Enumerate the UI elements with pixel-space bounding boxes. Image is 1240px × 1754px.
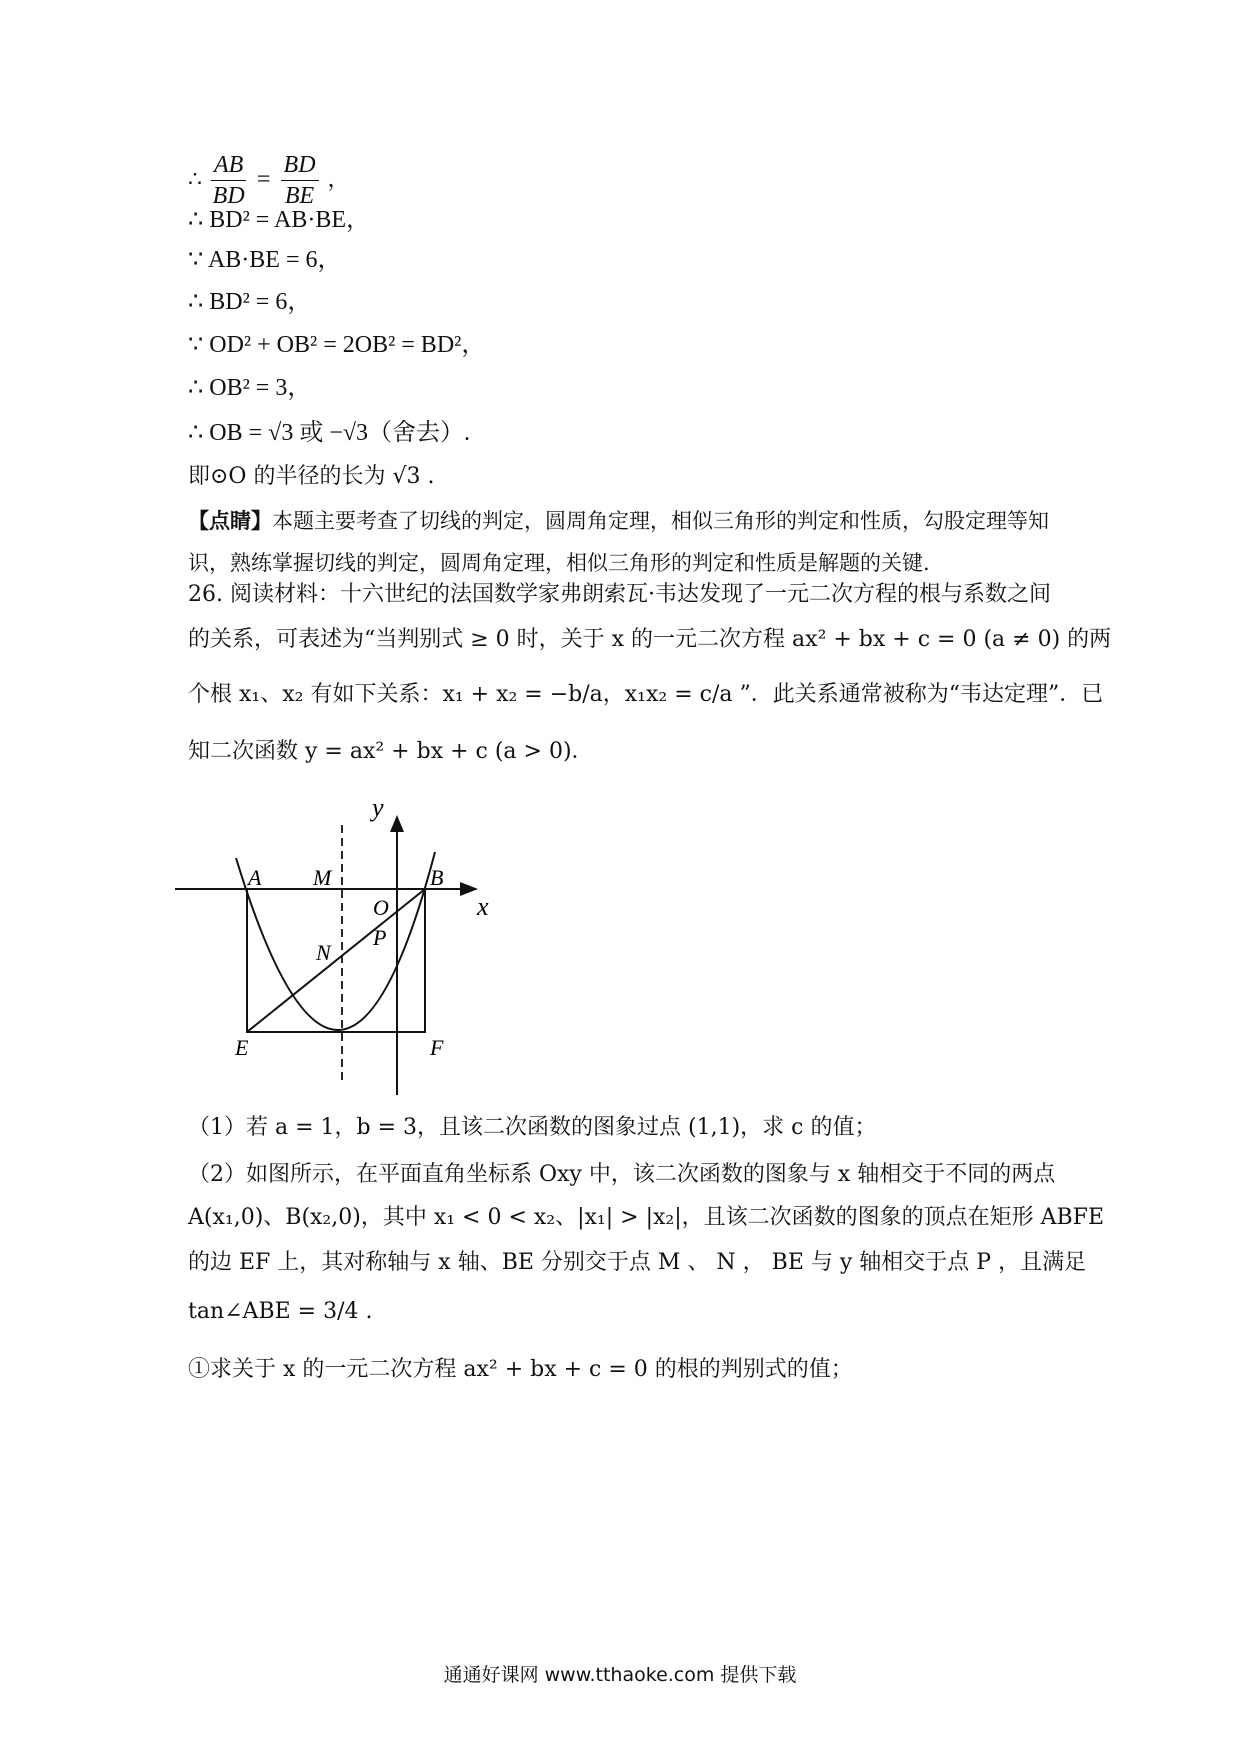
- question-2-line-1: （2）如图所示，在平面直角坐标系 Oxy 中，该二次函数的图象与 x 轴相交于不同的两点: [188, 1162, 1056, 1187]
- therefore-symbol: ∴: [188, 167, 202, 193]
- x-axis-arrow-icon: [460, 882, 478, 896]
- label-b: B: [430, 865, 444, 890]
- problem26-intro-4: 知二次函数 y = ax² + bx + c (a > 0)．: [188, 739, 594, 764]
- proof-line-4: ∴ BD² = 6，: [188, 289, 312, 315]
- parabola-figure: [160, 790, 560, 1110]
- proof-line-3: ∵ AB·BE = 6，: [188, 247, 342, 273]
- question-2-sub-1: ①求关于 x 的一元二次方程 ax² + bx + c = 0 的根的判别式的值；: [188, 1357, 853, 1382]
- fraction-ab-bd: $\frac{AB}{BD}$: [212, 152, 245, 209]
- problem26-intro-3: 个根 x₁、x₂ 有如下关系：x₁ + x₂ = −b/a，x₁x₂ = c/a ”．此关系通常被称为“韦达定理”．已: [188, 682, 1104, 707]
- proof-line-7: ∴ OB = √3 或 −√3（舍去）.: [188, 420, 471, 446]
- equals-sign: =: [255, 166, 272, 193]
- comment-text: 本题主要考查了切线的判定，圆周角定理，相似三角形的判定和性质，勾股定理等知识，熟练掌握切线的判定，圆周角定理，相似三角形的判定和性质是解题的关键.: [188, 509, 1049, 575]
- label-f: F: [430, 1035, 444, 1060]
- proof-line-6: ∴ OB² = 3，: [188, 375, 312, 401]
- fraction-bd-be: $\frac{BD}{BE}$: [281, 150, 319, 211]
- label-y: y: [372, 793, 384, 822]
- question-2-line-2: A(x₁,0)、B(x₂,0)，其中 x₁ < 0 < x₂、|x₁| > |x₂|，且该二次函数的图象的顶点在矩形 ABFE: [188, 1205, 1104, 1230]
- proof-line-1: ∴ $\frac{AB}{BD}$ = $\frac{BD}{BE}$ ，: [188, 152, 350, 209]
- comment-paragraph: [188, 500, 1058, 584]
- proof-line-2: ∴ BD² = AB·BE，: [188, 207, 371, 233]
- problem26-intro-1: 26. 阅读材料：十六世纪的法国数学家弗朗索瓦·韦达发现了一元二次方程的根与系数之间: [188, 582, 1051, 607]
- question-1: （1）若 a = 1，b = 3，且该二次函数的图象过点 (1,1)，求 c 的值；: [188, 1115, 877, 1140]
- label-o: O: [373, 895, 389, 920]
- label-m: M: [313, 865, 332, 890]
- label-p: P: [373, 925, 387, 950]
- label-n: N: [316, 940, 331, 965]
- label-e: E: [235, 1035, 249, 1060]
- page-footer: 通通好课网 www.tthaoke.com 提供下载: [443, 1664, 797, 1686]
- comment-tag: 【点睛】: [188, 508, 272, 533]
- question-2-line-3: 的边 EF 上，其对称轴与 x 轴、BE 分别交于点 M 、 N ， BE 与 y 轴相交于点 P ，且满足: [188, 1250, 1087, 1275]
- problem26-intro-2: 的关系，可表述为“当判别式 ≥ 0 时，关于 x 的一元二次方程 ax² + bx + c = 0 (a ≠ 0) 的两: [188, 627, 1112, 652]
- proof-line-5: ∵ OD² + OB² = 2OB² = BD²，: [188, 332, 486, 358]
- proof-conclusion: 即⊙O 的半径的长为 √3 .: [188, 464, 435, 489]
- question-2-line-4: tan∠ABE = 3/4 .: [188, 1299, 373, 1324]
- label-x: x: [477, 892, 489, 921]
- label-a: A: [248, 865, 262, 890]
- y-axis-arrow-icon: [390, 815, 404, 832]
